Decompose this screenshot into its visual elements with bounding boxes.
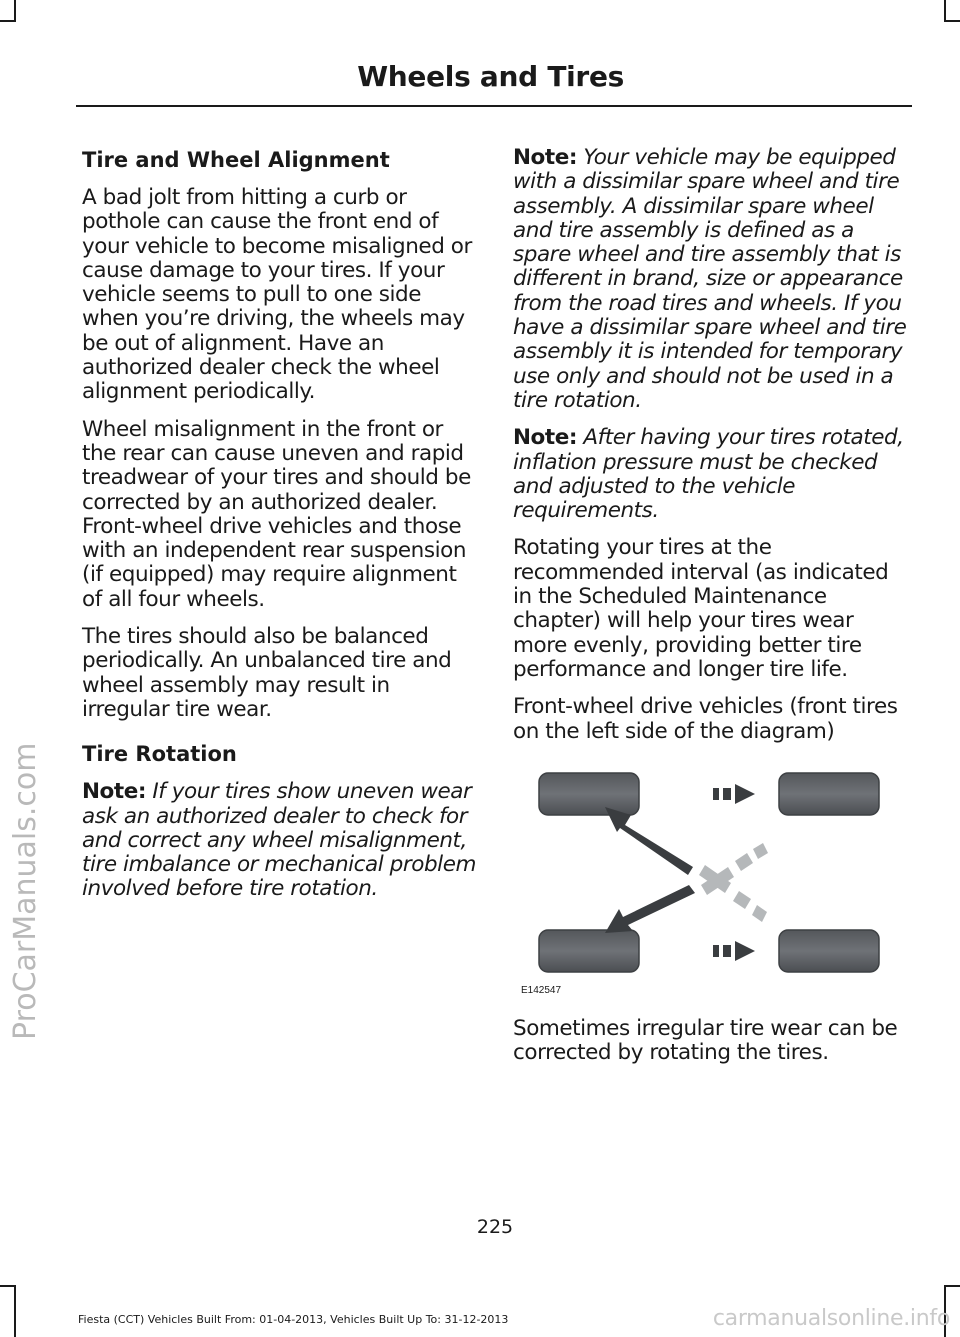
arrow-cross-to-front-left (605, 807, 693, 875)
page-number: 225 (476, 1216, 514, 1238)
paragraph-bad-jolt: A bad jolt from hitting a curb or pothole can cause the front end of your vehicle to become misaligned or cause damage to your tires. If your vehicle seems to pull to one side when you’re driving, the wheels may be out of alignment. Have an authorized dealer check the wheel alignment periodically. (82, 185, 472, 405)
note-uneven-wear (82, 780, 476, 901)
paragraph-front-wheel-drive: Front-wheel drive vehicles (front tires on the left side of the diagram) (513, 694, 898, 744)
tire-rotation-svg (513, 757, 907, 997)
right-column (513, 146, 907, 1078)
side-watermark: ProCarManuals.com (8, 742, 43, 1040)
left-column (82, 146, 476, 915)
figure-id: E142547 (521, 984, 562, 996)
heading-tire-wheel-alignment: Tire and Wheel Alignment (82, 148, 390, 172)
footer-watermark: carmanualsonline.info (712, 1306, 950, 1331)
page-title: Wheels and Tires (357, 60, 624, 93)
note-label: Note: (82, 779, 146, 805)
paragraph-balancing: The tires should also be balanced periodically. An unbalanced tire and wheel assembly may result in irregular tire wear. (82, 624, 452, 722)
paragraph-rotating-tires: Rotating your tires at the recommended interval (as indicated in the Scheduled Maintenance chapter) will help your tires wear more evenly, providing better tire performance and longer tire life. (513, 535, 889, 682)
note-label: Note: (513, 145, 577, 170)
note-text: After having your tires rotated, inflation pressure must be checked and adjusted to the vehicle requirements. (513, 425, 904, 524)
heading-tire-rotation: Tire Rotation (82, 742, 237, 767)
tire-front-left (539, 773, 639, 815)
paragraph-irregular-wear: Sometimes irregular tire wear can be corrected by rotating the tires. (513, 1015, 898, 1066)
note-dissimilar-spare (513, 146, 907, 413)
arrow-cross-to-front-right (605, 885, 695, 933)
arrow-top-straight (713, 784, 755, 804)
tire-rear-left (779, 773, 879, 815)
crop-mark-bottom-left-h (0, 1285, 16, 1287)
tire-front-right (539, 930, 639, 972)
crop-mark-top-right-h (944, 20, 960, 22)
note-text: Your vehicle may be equipped with a dissimilar spare wheel and tire assembly. A dissimilar spare wheel and tire assembly is defined as a spare wheel and tire assembly that is different in brand, size or appearance from the road tires and wheels. If you have a dissimilar spare wheel and tire assembly it is intended for temporary use only and should not be used in a tire rotation. (513, 145, 907, 413)
tire-rear-right (779, 930, 879, 972)
arrow-cross-dashed-up (701, 843, 768, 895)
tire-rotation-diagram (513, 757, 907, 997)
crop-mark-top-left-h (0, 20, 16, 22)
crop-mark-bottom-right-h (944, 1285, 960, 1287)
note-inflation (513, 426, 907, 523)
note-text: If your tires show uneven wear ask an authorized dealer to check for and correct any wheel misalignment, tire imbalance or mechanical problem involved before tire rotation. (82, 779, 476, 902)
footer-text: Fiesta (CCT) Vehicles Built From: 01-04-2013, Vehicles Built Up To: 31-12-2013 (78, 1313, 509, 1326)
paragraph-misalignment: Wheel misalignment in the front or the rear can cause uneven and rapid treadwear of your tires and should be corrected by an authorized dealer. Front-wheel drive vehicles and those with an independent rear suspension (if equipped) may require alignment of all four wheels. (82, 416, 471, 612)
note-label: Note: (513, 425, 577, 451)
crop-mark-top-right (944, 0, 946, 22)
arrow-bottom-straight (713, 941, 755, 961)
crop-mark-bottom-left (14, 1285, 16, 1337)
crop-mark-top-left (14, 0, 16, 22)
header-divider (76, 105, 912, 107)
